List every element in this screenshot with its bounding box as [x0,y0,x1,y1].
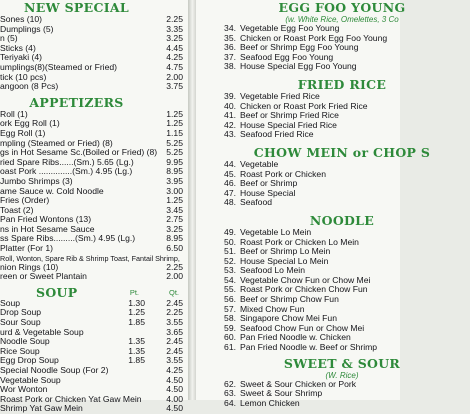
item-name: Egg Drop Soup [0,355,59,366]
item-name: Dumplings (5) [0,23,54,34]
item-price: 2.00 [166,271,183,282]
item-name: Jumbo Shrimps (3) [0,175,73,186]
item-number: 37. [224,51,236,62]
item-number: 60. [224,332,236,343]
item-name: ork Egg Roll (1) [0,118,60,129]
item-price-quart: 2.45 [166,345,183,356]
item-name: Sour Soup [0,317,41,328]
item-name: Vegetable Soup [0,374,61,385]
item-price: 3.95 [166,175,183,186]
platter-note: Roll, Wonton, Spare Rib & Shrimp Toast, Fantail Shrimp, [0,253,180,263]
item-price: 1.15 [166,127,183,138]
item-name: ss Spare Ribs.........(Sm.) 4.95 (Lg.) [0,233,136,244]
item-name: Drop Soup [0,307,42,318]
item-name: Shrimp Yat Gaw Mein [0,403,83,414]
item-name: umplings(8)(Steamed or Fried) [0,61,118,72]
item-number: 43. [224,129,236,140]
item-price: 2.75 [166,214,183,225]
item-name: Wor Wonton [0,384,48,395]
section-heading-soup: SOUP [36,284,78,300]
item-price: 5.25 [166,147,183,158]
item-number: 56. [224,294,236,305]
item-name: Fries (Order) [0,195,50,206]
item-price-quart: 3.55 [166,317,183,328]
item-name: Vegetable Lo Mein [240,226,312,237]
item-price: 1.25 [166,118,183,129]
item-price: 2.25 [166,261,183,272]
item-name: ried Spare Ribs......(Sm.) 5.65 (Lg.) [0,156,134,167]
item-number: 55. [224,284,236,295]
item-name: gs in Hot Sesame Sc.(Boiled or Fried) (8) [0,147,158,158]
item-name: House Special [240,187,296,198]
item-name: House Special Egg Foo Young [240,61,357,72]
item-price: 2.00 [166,71,183,82]
section-heading-new-special: NEW SPECIAL [24,0,129,15]
item-number: 57. [224,303,236,314]
item-price: 3.35 [166,23,183,34]
section-heading-sweet-sour: SWEET & SOUR [283,355,401,371]
section-heading-egg-foo-young: EGG FOO YOUNG [278,0,406,15]
item-name: House Special Fried Rice [240,119,337,130]
item-name: Vegetable Fried Rice [240,90,320,101]
item-price-pint: 1.30 [128,297,145,308]
item-name: Roast Pork or Chicken [240,168,326,179]
item-name: Roast Pork or Chicken Chow Fun [240,284,368,295]
item-number: 42. [224,119,236,130]
item-number: 58. [224,313,236,324]
item-price-quart: 3.55 [166,355,183,366]
item-price-pint: 1.35 [128,345,145,356]
item-name: n (5) [0,33,18,44]
item-price-quart: 4.50 [166,403,183,414]
item-name: Teriyaki (4) [0,52,43,63]
item-name: Pan Fried Noodle w. Chicken [240,332,351,343]
item-price-quart: 3.65 [166,326,183,337]
item-price: 8.95 [166,233,183,244]
item-name: tick (10 pcs) [0,71,47,82]
item-name: Singapore Chow Mei Fun [240,313,337,324]
item-number: 49. [224,226,236,237]
menu-item [214,198,470,208]
item-name: Lemon Chicken [240,397,300,408]
item-name: Toast (2) [0,204,34,215]
item-price: 8.95 [166,166,183,177]
item-number: 50. [224,236,236,247]
item-price-quart: 2.45 [166,336,183,347]
item-name: angoon (8 Pcs) [0,81,59,92]
item-name: Seafood Chow Fun or Chow Mei [240,322,365,333]
menu-item [0,25,183,35]
item-price-pint: 1.85 [128,317,145,328]
menu-item [214,399,470,409]
item-name: Vegetable Chow Fun or Chow Mei [240,274,371,285]
item-number: 41. [224,110,236,121]
section-heading-fried-rice: FRIED RICE [297,76,387,92]
sweet-sour-subtitle: (W. Rice) [325,370,359,380]
item-name: Mixed Chow Fun [240,303,305,314]
item-number: 34. [224,23,236,33]
menu-item [0,244,183,254]
item-number: 35. [224,32,236,43]
item-price: 3.25 [166,33,183,44]
item-name: Vegetable [240,158,279,169]
menu-item [0,82,183,92]
menu-fold [188,0,196,400]
item-number: 39. [224,90,236,101]
item-price: 3.45 [166,204,183,215]
column-pint-label: Pt. [129,287,139,297]
section-heading-appetizers: APPETIZERS [29,94,124,110]
item-number: 62. [224,378,236,389]
right-menu-content [214,0,470,408]
item-name: Beef or Shrimp Lo Mein [240,246,331,257]
item-price: 4.45 [166,42,183,53]
item-name: Pan Fried Wontons (13) [0,214,92,225]
section-heading-chow-mein: CHOW MEIN or CHOP S [253,144,431,160]
item-price: 9.95 [166,156,183,167]
item-name: urd & Vegetable Soup [0,326,84,337]
item-number: 46. [224,178,236,189]
item-name: Noodle Soup [0,336,50,347]
item-number: 52. [224,255,236,266]
item-name: Seafood Lo Mein [240,265,305,276]
item-price-quart: 4.50 [166,384,183,395]
menu-item [0,404,183,414]
item-price-pint: 1.25 [128,307,145,318]
item-name: Roll (1) [0,108,28,119]
item-number: 38. [224,61,236,72]
item-name: Chicken or Roast Pork Egg Foo Young [240,32,388,43]
item-name: Special Noodle Soup (For 2) [0,365,109,375]
item-name: Chicken or Roast Pork Fried Rice [240,100,368,111]
item-name: ns in Hot Sesame Sauce [0,223,95,234]
item-name: nion Rings (10) [0,261,59,272]
item-name: reen or Sweet Plantain [0,271,87,282]
menu-item [214,62,470,72]
item-name: Seafood Fried Rice [240,129,314,140]
item-name: Seafood [240,197,273,208]
egg-foo-young-subtitle: (w. White Rice, Omelettes, 3 Co [285,15,399,24]
item-name: Sweet & Sour Shrimp [240,388,323,399]
section-heading-noodle: NOODLE [309,212,375,228]
item-name: Sones (10) [0,14,43,24]
item-price: 4.75 [166,61,183,72]
item-price-pint: 1.85 [128,355,145,366]
item-price: 5.25 [166,137,183,148]
item-number: 53. [224,265,236,276]
left-menu-page [0,0,188,414]
item-name: Soup [0,297,21,308]
item-name: Platter (For 1) [0,243,54,254]
item-number: 51. [224,246,236,257]
item-number: 63. [224,388,236,399]
item-name: oast Pork ..............(Sm.) 4.95 (Lg.) [0,166,133,177]
item-price-quart: 4.50 [166,374,183,385]
item-name: Beef or Shrimp Egg Foo Young [240,42,359,53]
left-menu-content [0,0,183,414]
item-number: 44. [224,158,236,169]
item-number: 54. [224,274,236,285]
item-price: 3.75 [166,81,183,92]
item-number: 64. [224,397,236,408]
item-name: Sticks (4) [0,42,36,53]
item-price-quart: 4.00 [166,393,183,404]
item-number: 59. [224,322,236,333]
item-name: Roast Pork or Chicken Lo Mein [240,236,359,247]
item-price-quart: 2.45 [166,297,183,308]
item-number: 61. [224,342,236,353]
column-quart-label: Qt. [168,287,179,297]
soup-header [0,285,183,299]
item-name: Pan Fried Noodle w. Beef or Shrimp [240,342,378,353]
item-name: Roast Pork or Chicken Yat Gaw Mein [0,393,142,404]
item-number: 48. [224,197,236,208]
item-price: 3.25 [166,223,183,234]
item-name: mpling (Steamed or Fried) (8) [0,137,113,148]
item-price: 2.25 [166,14,183,24]
item-number: 45. [224,168,236,179]
item-name: Beef or Shrimp Fried Rice [240,110,339,121]
item-name: House Special Lo Mein [240,255,329,266]
item-price: 3.00 [166,185,183,196]
item-name: Beef or Shrimp Chow Fun [240,294,339,305]
menu-item [0,272,183,282]
item-price: 1.25 [166,195,183,206]
item-number: 40. [224,100,236,111]
item-name: Seafood Egg Foo Young [240,51,334,62]
item-price-pint: 1.35 [128,336,145,347]
item-name: ame Sauce w. Cold Noodle [0,185,104,196]
item-name: Beef or Shrimp [240,178,298,189]
item-number: 36. [224,42,236,53]
item-price: 6.50 [166,243,183,254]
item-price-quart: 2.25 [166,307,183,318]
menu-item [214,130,470,140]
menu-item [214,343,470,353]
item-name: Sweet & Sour Chicken or Pork [240,378,357,389]
item-price: 1.25 [166,108,183,119]
item-name: Rice Soup [0,345,40,356]
right-menu-page [196,0,431,408]
item-name: Vegetable Egg Foo Young [240,23,340,33]
item-number: 47. [224,187,236,198]
item-price: 4.25 [166,52,183,63]
item-name: Egg Roll (1) [0,127,46,138]
item-price-quart: 4.25 [166,365,183,375]
